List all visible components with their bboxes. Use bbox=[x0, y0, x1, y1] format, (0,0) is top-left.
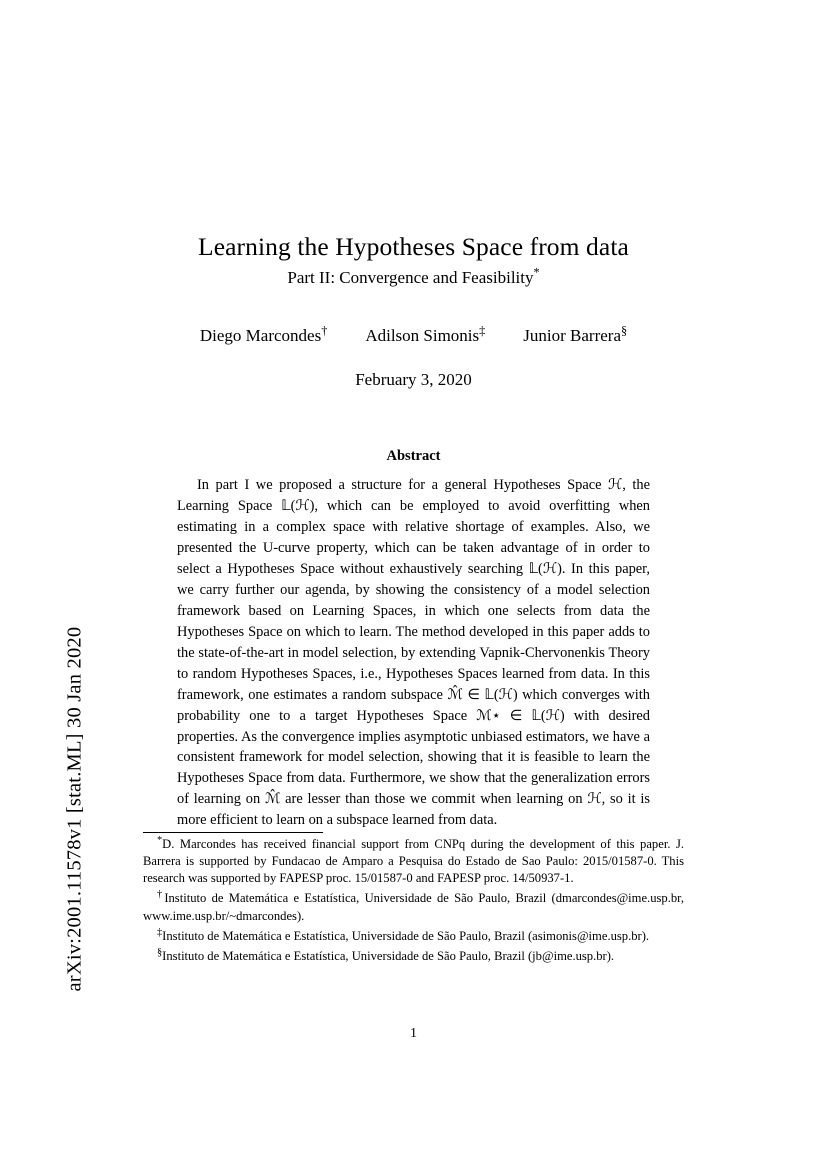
footnote-item bbox=[143, 836, 684, 887]
subtitle-text: Part II: Convergence and Feasibility bbox=[287, 268, 534, 288]
author-footnote-mark: § bbox=[621, 323, 628, 338]
author-footnote-mark: ‡ bbox=[479, 323, 486, 338]
subtitle-footnote-mark: * bbox=[533, 265, 540, 280]
author-item bbox=[199, 323, 328, 346]
page-title: Learning the Hypotheses Space from data bbox=[198, 232, 629, 261]
footnote-text: D. Marcondes has received financial support from CNPq during the development of this paper. J. Barrera is supported by Fundacao de Amparo a Pesquisa do Estado de Sao Paulo: 2015/01587-0. This research was supported by FAPESP proc. 15/01587-0 and FAPESP proc. 14/50937-1. bbox=[143, 837, 684, 886]
footnote-mark: ‡ bbox=[157, 926, 163, 938]
footnote-item bbox=[143, 948, 684, 965]
abstract-heading: Abstract bbox=[386, 448, 441, 465]
author-name: Adilson Simonis bbox=[365, 326, 480, 346]
page-number: 1 bbox=[410, 1026, 417, 1041]
footnote-item bbox=[143, 928, 684, 945]
author-item bbox=[523, 323, 628, 346]
page-subtitle bbox=[143, 265, 684, 288]
author-item bbox=[365, 323, 486, 346]
footnote-mark: * bbox=[157, 834, 163, 846]
publication-date: February 3, 2020 bbox=[355, 370, 472, 390]
footnote-item bbox=[143, 890, 684, 924]
paper-content bbox=[143, 232, 684, 831]
author-name: Diego Marcondes bbox=[199, 326, 322, 346]
footnote-text: Instituto de Matemática e Estatística, Universidade de São Paulo, Brazil (asimonis@ime.usp.br). bbox=[162, 928, 650, 943]
abstract-paragraph: In part I we proposed a structure for a general Hypotheses Space ℋ, the Learning Space 𝕃(ℋ), which can be employed to avoid overfitting when estimating in a complex space with relative shortage of examples. Also, we presented the U-curve property, which can be taken advantage of in order to select a Hypotheses Space without exhaustively searching 𝕃(ℋ). In this paper, we carry further our agenda, by showing the consistency of a model selection framework based on Learning Spaces, in which one selects from data the Hypotheses Space on which to learn. The method developed in this paper adds to the state-of-the-art in model selection, by extending Vapnik-Chervonenkis Theory to random Hypotheses Spaces, i.e., Hypotheses Spaces learned from data. In this framework, one estimates a random subspace ℳ̂ ∈ 𝕃(ℋ) which converges with probability one to a target Hypotheses Space ℳ⋆ ∈ 𝕃(ℋ) with desired properties. As the convergence implies asymptotic unbiased estimators, we have a consistent framework for model selection, showing that it is feasible to learn the Hypotheses Space from data. Furthermore, we show that the generalization errors of learning on ℳ̂ are lesser than those we commit when learning on ℋ, so it is more efficient to learn on a subspace learned from data. bbox=[177, 477, 650, 829]
footnote-list bbox=[143, 836, 684, 968]
footnote-mark: † bbox=[157, 889, 165, 901]
author-footnote-mark: † bbox=[321, 323, 328, 338]
author-name: Junior Barrera bbox=[523, 326, 621, 346]
author-list bbox=[143, 323, 684, 346]
arxiv-identifier-stamp: arXiv:2001.11578v1 [stat.ML] 30 Jan 2020 bbox=[63, 626, 86, 992]
footnote-text: Instituto de Matemática e Estatística, Universidade de São Paulo, Brazil (jb@ime.usp.br). bbox=[162, 948, 615, 963]
abstract-body bbox=[177, 475, 650, 831]
footnote-separator bbox=[143, 832, 323, 833]
footnote-text: Instituto de Matemática e Estatística, Universidade de São Paulo, Brazil (dmarcondes@ime.usp.br, www.ime.usp.br/~dmarcondes). bbox=[143, 891, 684, 923]
footnote-mark: § bbox=[157, 946, 163, 958]
